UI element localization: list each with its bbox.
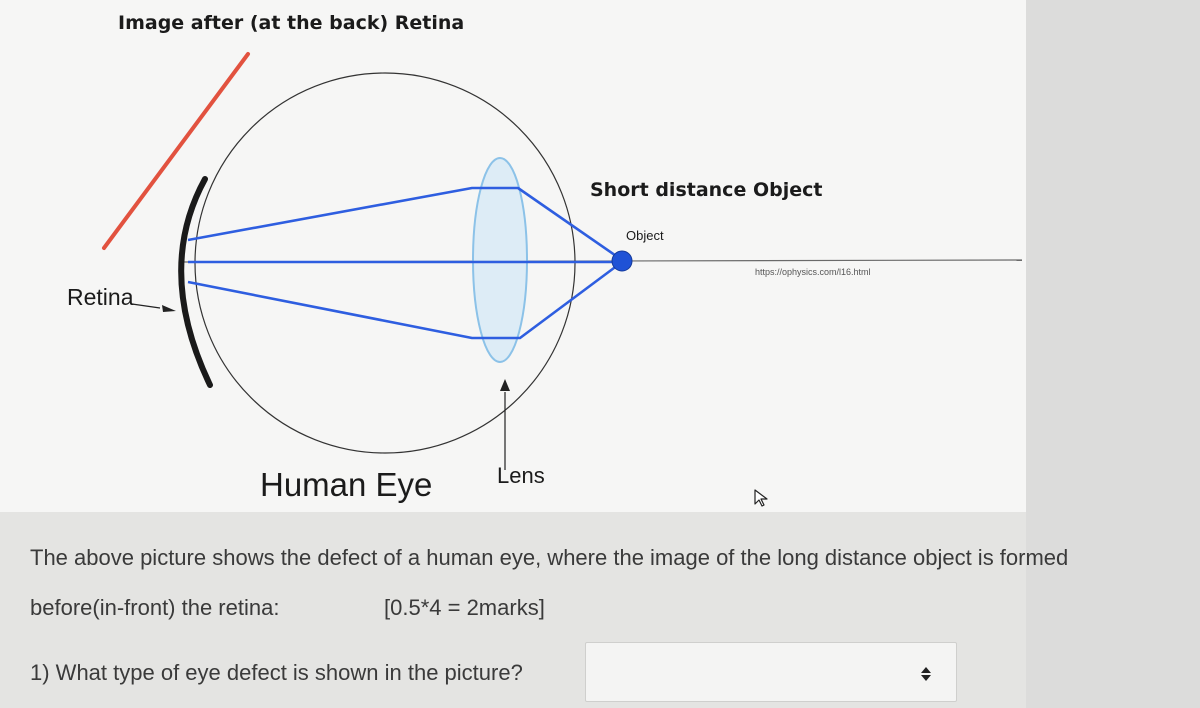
- retina-pointer-arrow: [132, 304, 176, 312]
- upper-ray: [188, 188, 622, 260]
- question-intro-line-1: The above picture shows the defect of a human eye, where the image of the long distance object is formed: [30, 545, 1069, 570]
- retina-label: Retina: [67, 284, 134, 310]
- short-distance-object-label: Short distance Object: [590, 179, 823, 201]
- object-dot: [612, 251, 632, 271]
- source-url-label: https://ophysics.com/l16.html: [755, 267, 871, 277]
- light-rays: [188, 188, 622, 338]
- human-eye-label: Human Eye: [260, 466, 433, 503]
- question-1-text: 1) What type of eye defect is shown in the picture?: [30, 660, 523, 685]
- answer-dropdown[interactable]: [585, 642, 957, 702]
- mouse-cursor-icon: [752, 487, 772, 507]
- page-background-edge: [1026, 0, 1200, 708]
- lens-label: Lens: [497, 463, 545, 488]
- image-after-retina-label: Image after (at the back) Retina: [118, 12, 465, 34]
- image-behind-retina-line: [104, 54, 248, 248]
- lower-ray: [188, 262, 622, 338]
- question-intro-line-2: before(in-front) the retina:: [30, 595, 280, 620]
- marks-label: [0.5*4 = 2marks]: [384, 595, 545, 620]
- object-label: Object: [626, 228, 664, 243]
- up-down-arrows-icon: [920, 666, 932, 682]
- lens-pointer-arrow: [500, 379, 510, 470]
